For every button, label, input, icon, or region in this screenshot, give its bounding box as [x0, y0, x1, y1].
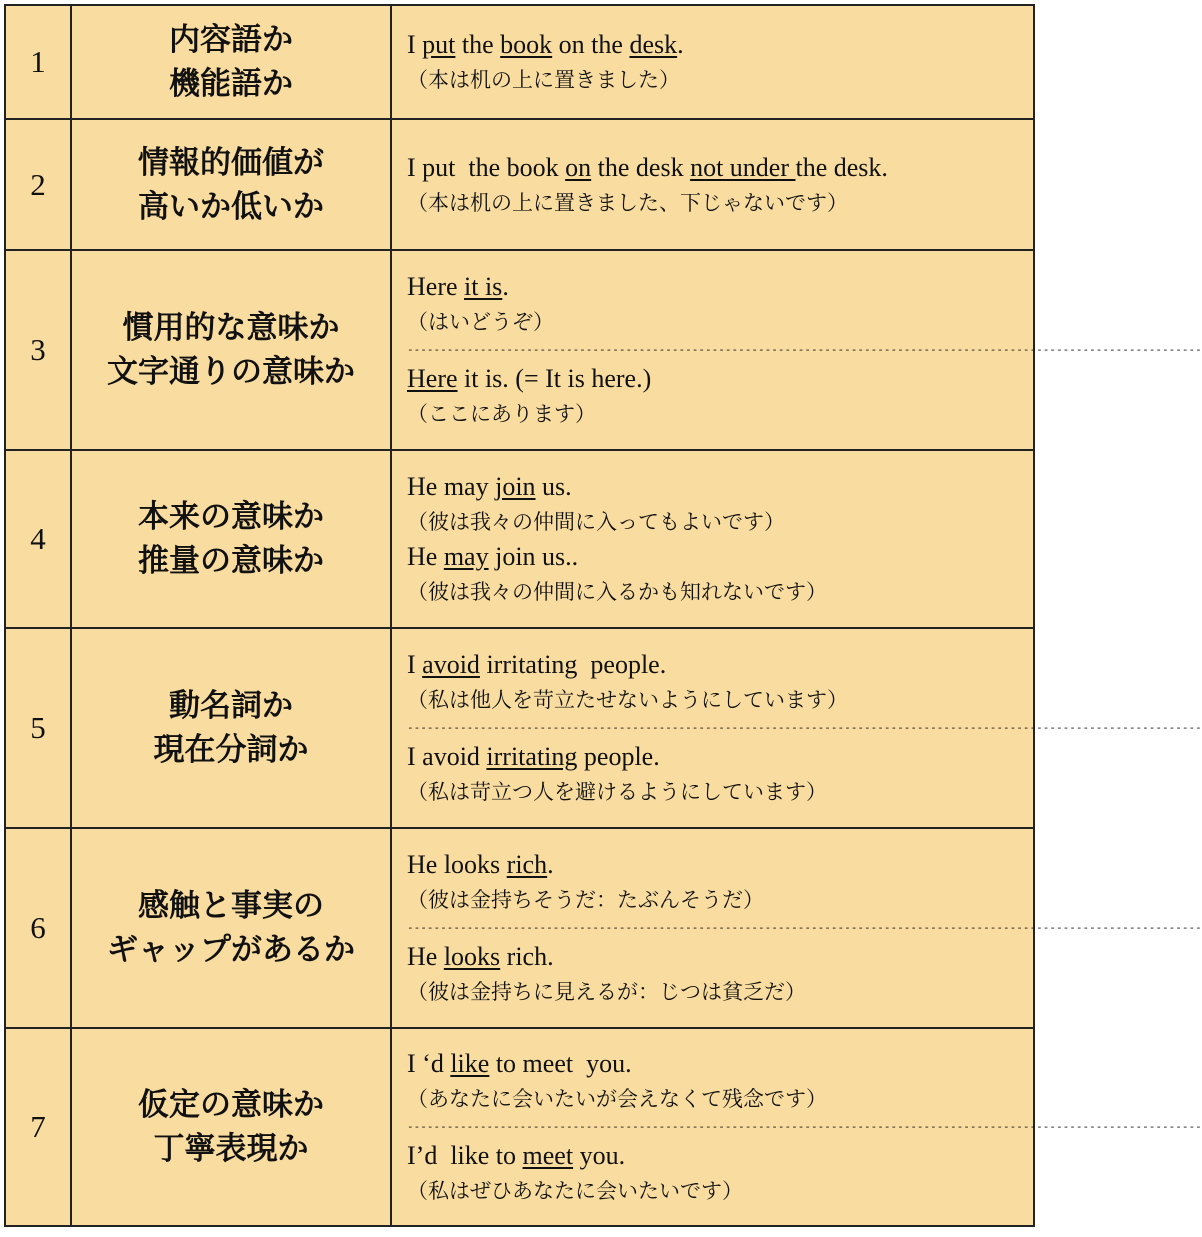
- contrast-table: [4, 4, 1202, 1227]
- table-row: [6, 829, 1202, 1029]
- category-cell: [72, 629, 392, 827]
- japanese-translation: （彼は金持ちに見えるが：じつは貧乏だ）: [407, 980, 806, 1004]
- category-cell: [72, 1029, 392, 1225]
- english-example: [407, 939, 1033, 975]
- english-example: [407, 847, 1033, 883]
- category-line: 慣用的な意味か: [122, 310, 340, 346]
- english-example: [407, 361, 1033, 397]
- example-text: I: [407, 30, 423, 59]
- category-line: 現在分詞か: [153, 732, 309, 768]
- stressed-word: book: [500, 30, 553, 59]
- example-text: I avoid: [407, 742, 487, 771]
- row-number: 2: [6, 120, 72, 249]
- category-line: 仮定の意味か: [138, 1087, 324, 1123]
- example-text: the desk.: [795, 152, 888, 182]
- category-line: 機能語か: [169, 66, 293, 102]
- japanese-translation: （本は机の上に置きました）: [407, 68, 680, 92]
- table-row: [6, 451, 1033, 629]
- example-text: it is. (= It is here.): [457, 364, 652, 393]
- table-row: [6, 120, 1033, 251]
- category-cell: [72, 120, 392, 249]
- category-line: 感触と事実の: [138, 888, 324, 924]
- english-example: [407, 739, 1033, 775]
- stressed-word: like: [450, 1049, 490, 1078]
- english-example: [407, 647, 1033, 683]
- table-row: [6, 1029, 1202, 1225]
- example-text: I: [407, 650, 423, 679]
- english-example: [407, 1138, 1033, 1174]
- stressed-word: on: [565, 152, 592, 182]
- stressed-word: put: [422, 30, 456, 59]
- category-cell: [72, 251, 392, 449]
- example-text: you.: [573, 1141, 626, 1170]
- stressed-word: looks: [443, 942, 501, 971]
- dashed-divider: ------------------------------------------------------------------------------------------------------------------------: [407, 921, 1202, 934]
- example-text: .: [502, 272, 509, 301]
- stressed-word: desk: [629, 30, 678, 59]
- stressed-word: it is: [464, 272, 503, 301]
- stressed-word: avoid: [422, 650, 480, 679]
- category-line: 情報的価値が: [138, 144, 324, 181]
- category-line: 高いか低いか: [138, 188, 324, 225]
- japanese-translation: （本は机の上に置きました、下じゃないです）: [407, 190, 848, 215]
- example-cell: [392, 451, 1033, 627]
- english-example: [407, 539, 1033, 575]
- english-example: [407, 150, 1033, 186]
- japanese-translation: （彼は我々の仲間に入るかも知れないです）: [407, 580, 827, 604]
- example-cell: [392, 1029, 1202, 1225]
- japanese-translation: （彼は金持ちそうだ：たぶんそうだ）: [407, 888, 764, 912]
- example-text: I ‘d: [407, 1049, 451, 1078]
- japanese-translation: （ここにあります）: [407, 402, 596, 426]
- row-number: 5: [6, 629, 72, 827]
- example-cell: [392, 120, 1033, 249]
- example-text: irritating people.: [479, 650, 667, 679]
- example-cell: [392, 6, 1033, 118]
- dashed-divider: ------------------------------------------------------------------------------------------------------------------------: [407, 721, 1202, 734]
- category-cell: [72, 829, 392, 1027]
- english-example: [407, 27, 1033, 63]
- japanese-translation: （はいどうぞ）: [407, 310, 554, 334]
- row-number: 6: [6, 829, 72, 1027]
- category-line: 動名詞か: [169, 688, 293, 724]
- row-number: 7: [6, 1029, 72, 1225]
- row-number: 3: [6, 251, 72, 449]
- example-text: to meet you.: [489, 1049, 632, 1078]
- example-cell: [392, 251, 1202, 449]
- stressed-word: not under: [690, 152, 796, 182]
- example-text: He: [407, 542, 444, 571]
- example-text: the desk: [591, 152, 691, 182]
- table-row: [6, 6, 1033, 120]
- row-number: 4: [6, 451, 72, 627]
- example-text: the: [455, 30, 501, 59]
- stressed-word: Here: [407, 364, 458, 393]
- category-line: ギャップがあるか: [107, 932, 355, 968]
- category-line: 推量の意味か: [138, 543, 324, 579]
- example-text: join us..: [488, 542, 579, 571]
- stressed-word: rich: [506, 850, 548, 879]
- stressed-word: irritating: [486, 742, 578, 771]
- japanese-translation: （私はぜひあなたに会いたいです）: [407, 1179, 743, 1203]
- example-text: on the: [552, 30, 630, 59]
- table-row: [6, 251, 1202, 451]
- example-text: .: [677, 30, 684, 59]
- english-example: [407, 269, 1033, 305]
- table-row: [6, 629, 1202, 829]
- example-cell: [392, 829, 1202, 1027]
- example-text: .: [547, 850, 554, 879]
- example-cell: [392, 629, 1202, 827]
- dashed-divider: ------------------------------------------------------------------------------------------------------------------------: [407, 343, 1202, 356]
- category-line: 本来の意味か: [138, 499, 324, 535]
- category-line: 丁寧表現か: [153, 1131, 309, 1167]
- example-text: He looks: [407, 850, 507, 879]
- example-text: He may: [407, 472, 496, 501]
- japanese-translation: （私は他人を苛立たせないようにしています）: [407, 688, 848, 712]
- example-text: I’d like to: [407, 1141, 523, 1170]
- japanese-translation: （彼は我々の仲間に入ってもよいです）: [407, 510, 785, 534]
- category-cell: [72, 451, 392, 627]
- example-text: Here: [407, 272, 465, 301]
- example-text: rich.: [500, 942, 554, 971]
- japanese-translation: （あなたに会いたいが会えなくて残念です）: [407, 1087, 827, 1111]
- category-line: 文字通りの意味か: [107, 354, 355, 390]
- stressed-word: may: [443, 542, 489, 571]
- example-text: I put the book: [407, 152, 566, 182]
- example-text: He: [407, 942, 444, 971]
- category-cell: [72, 6, 392, 118]
- category-line: 内容語か: [169, 22, 293, 58]
- example-text: people.: [577, 742, 660, 771]
- japanese-translation: （私は苛立つ人を避けるようにしています）: [407, 780, 827, 804]
- english-example: [407, 1046, 1033, 1082]
- stressed-word: join: [495, 472, 536, 501]
- english-example: [407, 469, 1033, 505]
- stressed-word: meet: [522, 1141, 574, 1170]
- row-number: 1: [6, 6, 72, 118]
- dashed-divider: ------------------------------------------------------------------------------------------------------------------------: [407, 1120, 1202, 1133]
- example-text: us.: [535, 472, 572, 501]
